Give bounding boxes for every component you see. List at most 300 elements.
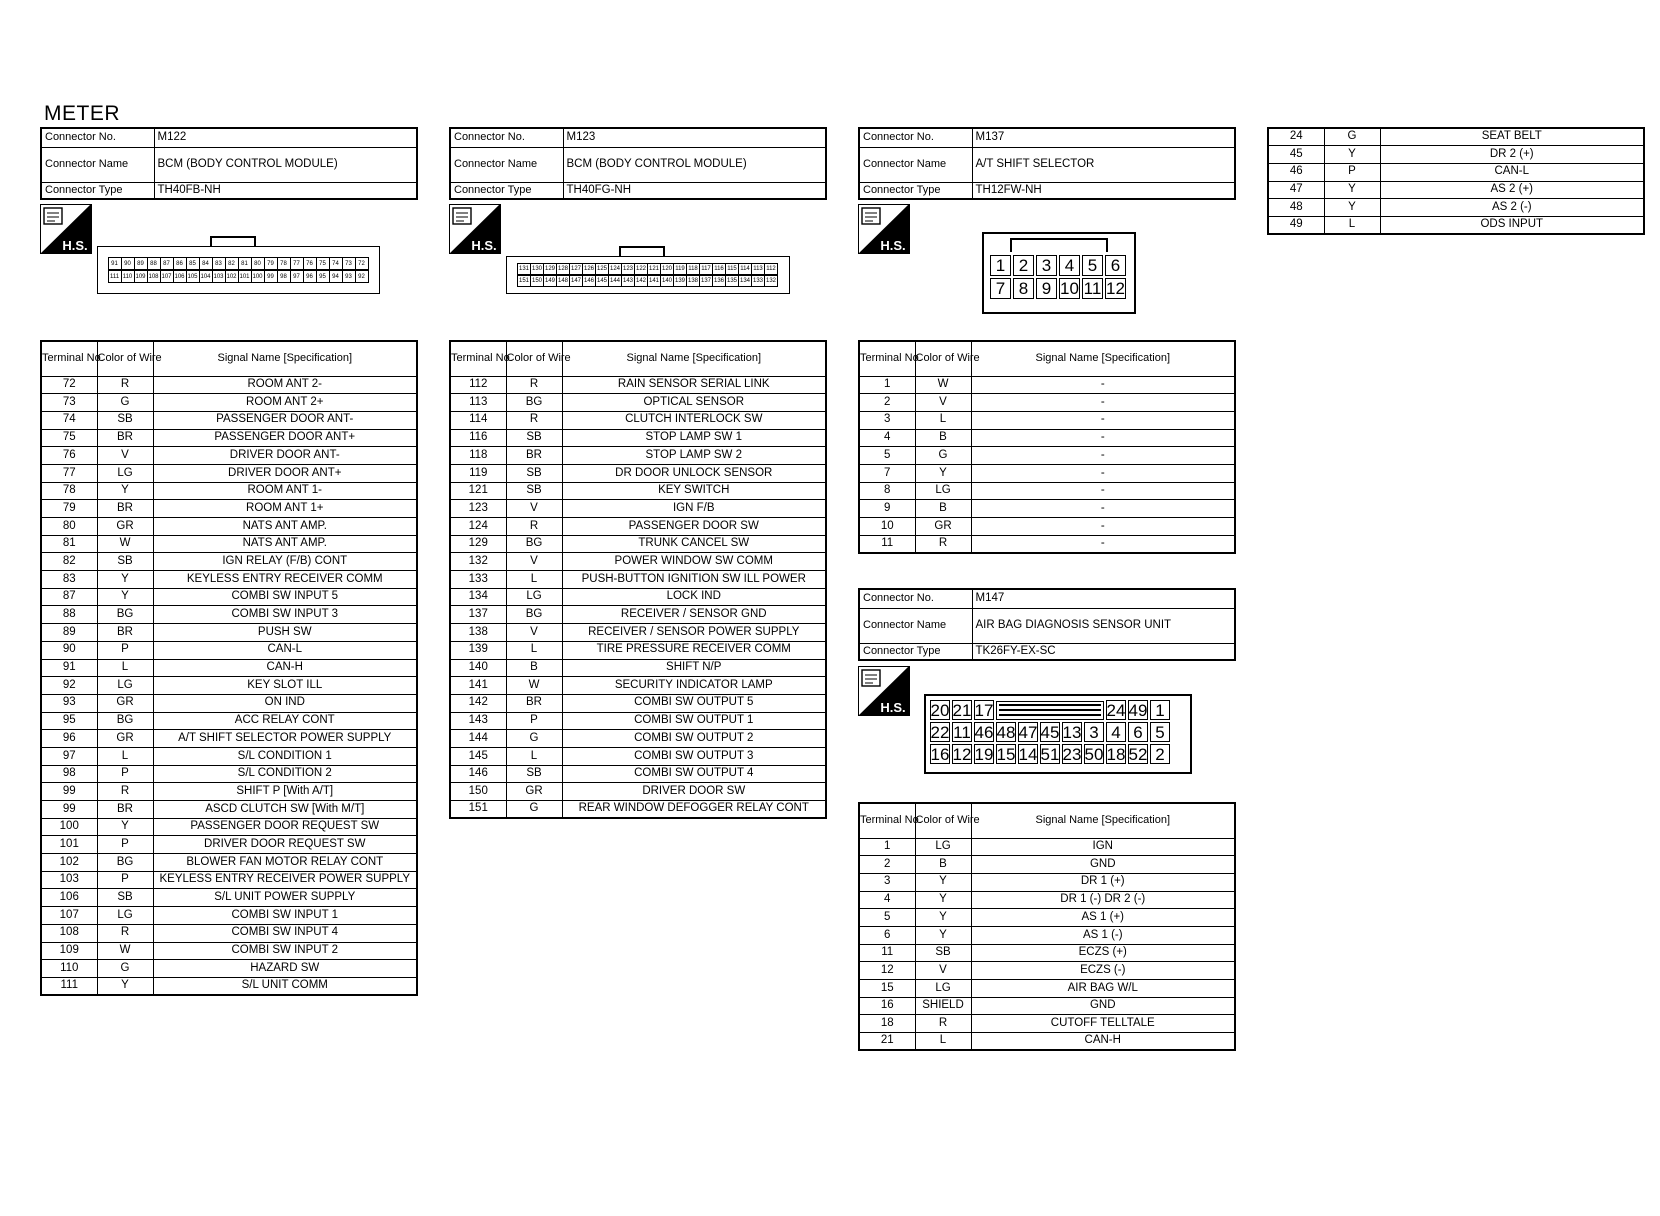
signal-name-cell: STOP LAMP SW 1 bbox=[562, 429, 826, 447]
terminal-no-cell: 137 bbox=[450, 606, 506, 624]
connector-no-label: Connector No. bbox=[859, 128, 972, 147]
connector-pin: 113 bbox=[751, 263, 765, 275]
table-row bbox=[41, 907, 417, 925]
connector-pin: 12 bbox=[1106, 279, 1125, 298]
wire-color-cell: B bbox=[506, 659, 562, 677]
connector-pin: 78 bbox=[277, 257, 291, 270]
table-row bbox=[41, 588, 417, 606]
table-row bbox=[41, 871, 417, 889]
terminal-no-cell: 45 bbox=[1268, 146, 1324, 164]
connector-pin: 18 bbox=[1106, 744, 1126, 764]
table-row bbox=[859, 482, 1235, 500]
connector-no-value: M123 bbox=[563, 128, 826, 147]
wire-color-cell: GR bbox=[97, 694, 153, 712]
terminal-no-cell: 112 bbox=[450, 376, 506, 394]
connector-name-label: Connector Name bbox=[859, 608, 972, 643]
table-row bbox=[41, 942, 417, 960]
terminal-no-cell: 121 bbox=[450, 482, 506, 500]
terminal-no-cell: 77 bbox=[41, 464, 97, 482]
pin-row-top bbox=[518, 263, 778, 275]
terminal-no-cell: 151 bbox=[450, 801, 506, 819]
wire-color-cell: L bbox=[97, 747, 153, 765]
connector-pin: 119 bbox=[673, 263, 687, 275]
connector-pin: 148 bbox=[556, 275, 570, 287]
connector-pin: 3 bbox=[1036, 255, 1057, 276]
table-row bbox=[41, 535, 417, 553]
terminal-no-cell: 5 bbox=[859, 909, 915, 927]
table-row bbox=[1268, 181, 1644, 199]
connector-face-m137 bbox=[982, 232, 1136, 314]
terminal-no-cell: 1 bbox=[859, 376, 915, 394]
wire-color-cell: R bbox=[915, 1015, 971, 1033]
signal-name-cell: AS 2 (+) bbox=[1380, 181, 1644, 199]
wire-color-cell: Y bbox=[1324, 199, 1380, 217]
signal-name-cell: TIRE PRESSURE RECEIVER COMM bbox=[562, 641, 826, 659]
terminal-no-cell: 144 bbox=[450, 730, 506, 748]
hs-harness-side-icon bbox=[858, 204, 910, 254]
wire-color-cell: GR bbox=[506, 783, 562, 801]
terminal-no-cell: 18 bbox=[859, 1015, 915, 1033]
signal-name-cell: RECEIVER / SENSOR POWER SUPPLY bbox=[562, 624, 826, 642]
table-row bbox=[41, 641, 417, 659]
table-row bbox=[859, 429, 1235, 447]
connector-pin: 133 bbox=[751, 275, 765, 287]
connector-pin: 132 bbox=[764, 275, 778, 287]
signal-name-cell: TRUNK CANCEL SW bbox=[562, 535, 826, 553]
signal-name-cell: CUTOFF TELLTALE bbox=[971, 1015, 1235, 1033]
table-row bbox=[450, 376, 826, 394]
connector-pin: 146 bbox=[582, 275, 596, 287]
signal-name-cell: SHIFT N/P bbox=[562, 659, 826, 677]
pin-row-bottom bbox=[518, 275, 778, 287]
table-row bbox=[41, 394, 417, 412]
wire-color-cell: BG bbox=[506, 535, 562, 553]
connector-pin: 101 bbox=[238, 270, 252, 283]
connector-pin: 45 bbox=[1040, 722, 1060, 742]
terminal-table-m137-wrap bbox=[858, 340, 1236, 554]
wire-color-cell: Y bbox=[97, 588, 153, 606]
table-row bbox=[859, 394, 1235, 412]
wire-color-cell: P bbox=[97, 836, 153, 854]
table-row bbox=[450, 747, 826, 765]
connector-housing bbox=[506, 256, 790, 294]
signal-name-cell: COMBI SW INPUT 4 bbox=[153, 924, 417, 942]
terminal-no-cell: 16 bbox=[859, 997, 915, 1015]
terminal-no-cell: 132 bbox=[450, 553, 506, 571]
connector-pin: 106 bbox=[173, 270, 187, 283]
connector-no-label: Connector No. bbox=[450, 128, 563, 147]
connector-pin: 89 bbox=[134, 257, 148, 270]
table-row bbox=[41, 836, 417, 854]
wire-color-cell: B bbox=[915, 429, 971, 447]
connector-pin: 17 bbox=[974, 700, 994, 720]
signal-name-cell: - bbox=[971, 429, 1235, 447]
table-row bbox=[41, 818, 417, 836]
wire-color-cell: L bbox=[915, 411, 971, 429]
connector-name-value: BCM (BODY CONTROL MODULE) bbox=[563, 147, 826, 182]
color-of-wire-header: Color of Wire bbox=[97, 341, 153, 376]
wire-color-cell: GR bbox=[97, 518, 153, 536]
terminal-no-cell: 99 bbox=[41, 783, 97, 801]
terminal-no-cell: 89 bbox=[41, 624, 97, 642]
connector-pin: 5 bbox=[1082, 255, 1103, 276]
connector-pin: 99 bbox=[264, 270, 278, 283]
signal-name-cell: COMBI SW INPUT 2 bbox=[153, 942, 417, 960]
wire-color-cell: BG bbox=[506, 606, 562, 624]
wire-color-cell: SB bbox=[506, 464, 562, 482]
connector-pin: 123 bbox=[621, 263, 635, 275]
hs-badge-text: H.S. bbox=[471, 238, 497, 253]
table-row bbox=[450, 518, 826, 536]
connector-pin: 140 bbox=[660, 275, 674, 287]
table-row bbox=[450, 712, 826, 730]
wire-color-cell: G bbox=[506, 730, 562, 748]
connector-pin: 2 bbox=[1150, 744, 1170, 764]
terminal-no-cell: 113 bbox=[450, 394, 506, 412]
terminal-no-cell: 21 bbox=[859, 1033, 915, 1051]
terminal-no-cell: 99 bbox=[41, 801, 97, 819]
connector-pin: 131 bbox=[517, 263, 531, 275]
wire-color-cell: G bbox=[97, 960, 153, 978]
terminal-no-cell: 150 bbox=[450, 783, 506, 801]
wire-color-cell: P bbox=[97, 641, 153, 659]
terminal-no-header: Terminal No. bbox=[859, 803, 915, 838]
wire-color-cell: SB bbox=[97, 553, 153, 571]
wire-color-cell: LG bbox=[915, 482, 971, 500]
terminal-no-cell: 90 bbox=[41, 641, 97, 659]
table-row bbox=[859, 500, 1235, 518]
table-row bbox=[859, 411, 1235, 429]
pin-row-1-right bbox=[1105, 699, 1171, 721]
connector-pin: 88 bbox=[147, 257, 161, 270]
table-row bbox=[450, 447, 826, 465]
terminal-no-cell: 5 bbox=[859, 447, 915, 465]
connector-pin: 121 bbox=[647, 263, 661, 275]
signal-name-cell: - bbox=[971, 411, 1235, 429]
table-row bbox=[1268, 163, 1644, 181]
connector-pin: 109 bbox=[134, 270, 148, 283]
signal-name-cell: S/L CONDITION 2 bbox=[153, 765, 417, 783]
signal-name-cell: LOCK IND bbox=[562, 588, 826, 606]
terminal-no-cell: 47 bbox=[1268, 181, 1324, 199]
connector-pin: 74 bbox=[329, 257, 343, 270]
signal-name-cell: PASSENGER DOOR ANT+ bbox=[153, 429, 417, 447]
connector-pin: 50 bbox=[1084, 744, 1104, 764]
terminal-no-cell: 101 bbox=[41, 836, 97, 854]
table-row bbox=[41, 977, 417, 995]
signal-name-cell: SEAT BELT bbox=[1380, 128, 1644, 146]
table-row bbox=[41, 889, 417, 907]
wire-color-cell: LG bbox=[97, 464, 153, 482]
connector-pin: 24 bbox=[1106, 700, 1126, 720]
connector-pin: 95 bbox=[316, 270, 330, 283]
pin-grid bbox=[989, 254, 1127, 300]
connector-pin: 82 bbox=[225, 257, 239, 270]
wire-color-cell: G bbox=[1324, 128, 1380, 146]
connector-pin: 1 bbox=[990, 255, 1011, 276]
connector-pin: 94 bbox=[329, 270, 343, 283]
signal-name-cell: IGN F/B bbox=[562, 500, 826, 518]
connector-face-m147 bbox=[924, 694, 1192, 774]
table-row bbox=[41, 606, 417, 624]
connector-block-m122 bbox=[40, 127, 418, 200]
table-row bbox=[450, 394, 826, 412]
terminal-no-cell: 3 bbox=[859, 873, 915, 891]
connector-type-value: TH40FB-NH bbox=[154, 182, 417, 199]
connector-pin: 136 bbox=[712, 275, 726, 287]
signal-name-header: Signal Name [Specification] bbox=[971, 341, 1235, 376]
table-row bbox=[41, 429, 417, 447]
hs-badge-text: H.S. bbox=[880, 700, 906, 715]
wire-color-cell: LG bbox=[97, 907, 153, 925]
connector-pin: 141 bbox=[647, 275, 661, 287]
connector-pin: 116 bbox=[712, 263, 726, 275]
terminal-no-cell: 48 bbox=[1268, 199, 1324, 217]
wire-color-cell: V bbox=[506, 624, 562, 642]
terminal-no-cell: 92 bbox=[41, 677, 97, 695]
terminal-no-cell: 108 bbox=[41, 924, 97, 942]
terminal-no-cell: 143 bbox=[450, 712, 506, 730]
terminal-table-m147-wrap bbox=[858, 802, 1236, 1051]
pin-row-2 bbox=[929, 721, 1187, 743]
connector-pin: 21 bbox=[952, 700, 972, 720]
signal-name-cell: ROOM ANT 1- bbox=[153, 482, 417, 500]
terminal-no-cell: 138 bbox=[450, 624, 506, 642]
signal-name-cell: PASSENGER DOOR SW bbox=[562, 518, 826, 536]
terminal-no-cell: 142 bbox=[450, 694, 506, 712]
table-row bbox=[41, 924, 417, 942]
table-row bbox=[450, 694, 826, 712]
connector-type-value: TH40FG-NH bbox=[563, 182, 826, 199]
signal-name-cell: ECZS (+) bbox=[971, 944, 1235, 962]
table-row bbox=[450, 659, 826, 677]
terminal-no-cell: 10 bbox=[859, 518, 915, 536]
wire-color-cell: BG bbox=[97, 854, 153, 872]
wire-color-cell: SB bbox=[506, 482, 562, 500]
signal-name-cell: AS 1 (-) bbox=[971, 926, 1235, 944]
terminal-no-cell: 11 bbox=[859, 535, 915, 553]
pin-row-1 bbox=[929, 699, 1187, 721]
connector-type-value: TK26FY-EX-SC bbox=[972, 643, 1235, 660]
connector-pin: 87 bbox=[160, 257, 174, 270]
connector-pin: 142 bbox=[634, 275, 648, 287]
signal-name-cell: RECEIVER / SENSOR GND bbox=[562, 606, 826, 624]
table-row bbox=[859, 856, 1235, 874]
terminal-no-cell: 75 bbox=[41, 429, 97, 447]
table-row bbox=[41, 659, 417, 677]
signal-name-cell: GND bbox=[971, 997, 1235, 1015]
connector-pin: 83 bbox=[212, 257, 226, 270]
signal-name-cell: HAZARD SW bbox=[153, 960, 417, 978]
terminal-no-cell: 133 bbox=[450, 571, 506, 589]
connector-pin: 80 bbox=[251, 257, 265, 270]
terminal-table-m147-cont-wrap bbox=[1267, 127, 1645, 235]
terminal-no-cell: 4 bbox=[859, 891, 915, 909]
wire-color-cell: G bbox=[506, 801, 562, 819]
terminal-no-cell: 76 bbox=[41, 447, 97, 465]
wire-color-cell: P bbox=[97, 765, 153, 783]
connector-pin: 147 bbox=[569, 275, 583, 287]
signal-name-cell: KEY SWITCH bbox=[562, 482, 826, 500]
table-row bbox=[450, 606, 826, 624]
terminal-no-cell: 141 bbox=[450, 677, 506, 695]
connector-pin: 72 bbox=[355, 257, 369, 270]
table-row bbox=[859, 518, 1235, 536]
connector-pin: 6 bbox=[1105, 255, 1126, 276]
table-row bbox=[859, 909, 1235, 927]
wire-color-cell: GR bbox=[97, 730, 153, 748]
terminal-no-cell: 87 bbox=[41, 588, 97, 606]
signal-name-cell: AS 1 (+) bbox=[971, 909, 1235, 927]
terminal-no-cell: 100 bbox=[41, 818, 97, 836]
wire-color-cell: Y bbox=[915, 873, 971, 891]
connector-pin: 1 bbox=[1150, 700, 1170, 720]
connector-pin: 104 bbox=[199, 270, 213, 283]
table-row bbox=[859, 376, 1235, 394]
connector-pin: 4 bbox=[1106, 722, 1126, 742]
signal-name-cell: S/L UNIT POWER SUPPLY bbox=[153, 889, 417, 907]
terminal-no-cell: 114 bbox=[450, 411, 506, 429]
connector-name-value: BCM (BODY CONTROL MODULE) bbox=[154, 147, 417, 182]
table-row bbox=[859, 535, 1235, 553]
table-row bbox=[450, 464, 826, 482]
wire-color-cell: L bbox=[506, 641, 562, 659]
connector-pin: 96 bbox=[303, 270, 317, 283]
connector-pin: 145 bbox=[595, 275, 609, 287]
terminal-table-m147 bbox=[858, 802, 1236, 1051]
terminal-no-cell: 106 bbox=[41, 889, 97, 907]
signal-name-cell: PUSH-BUTTON IGNITION SW ILL POWER bbox=[562, 571, 826, 589]
connector-pin: 11 bbox=[1083, 279, 1102, 298]
terminal-no-cell: 96 bbox=[41, 730, 97, 748]
connector-pin: 115 bbox=[725, 263, 739, 275]
connector-name-value: AIR BAG DIAGNOSIS SENSOR UNIT bbox=[972, 608, 1235, 643]
wire-color-cell: Y bbox=[915, 891, 971, 909]
terminal-no-cell: 11 bbox=[859, 944, 915, 962]
connector-pin: 15 bbox=[996, 744, 1016, 764]
table-row bbox=[450, 783, 826, 801]
signal-name-cell: COMBI SW OUTPUT 4 bbox=[562, 765, 826, 783]
table-row bbox=[859, 873, 1235, 891]
wire-color-cell: BR bbox=[97, 500, 153, 518]
hs-harness-side-icon bbox=[858, 666, 910, 716]
table-row bbox=[41, 694, 417, 712]
connector-pin: 122 bbox=[634, 263, 648, 275]
terminal-no-header: Terminal No. bbox=[41, 341, 97, 376]
connector-pin: 2 bbox=[1013, 255, 1034, 276]
signal-name-cell: IGN RELAY (F/B) CONT bbox=[153, 553, 417, 571]
connector-pin: 108 bbox=[147, 270, 161, 283]
wire-color-cell: Y bbox=[1324, 146, 1380, 164]
wire-color-cell: SB bbox=[97, 889, 153, 907]
connector-pin: 91 bbox=[108, 257, 122, 270]
wire-color-cell: V bbox=[915, 394, 971, 412]
signal-name-cell: DR DOOR UNLOCK SENSOR bbox=[562, 464, 826, 482]
terminal-no-cell: 7 bbox=[859, 464, 915, 482]
hs-harness-side-icon bbox=[449, 204, 501, 254]
connector-pin: 8 bbox=[1013, 278, 1034, 299]
terminal-no-cell: 49 bbox=[1268, 216, 1324, 234]
connector-name-value: A/T SHIFT SELECTOR bbox=[972, 147, 1235, 182]
table-row bbox=[41, 960, 417, 978]
table-row bbox=[41, 765, 417, 783]
terminal-no-cell: 9 bbox=[859, 500, 915, 518]
signal-name-cell: CAN-H bbox=[971, 1033, 1235, 1051]
terminal-no-cell: 110 bbox=[41, 960, 97, 978]
signal-name-cell: COMBI SW INPUT 1 bbox=[153, 907, 417, 925]
signal-name-cell: - bbox=[971, 500, 1235, 518]
signal-name-cell: - bbox=[971, 447, 1235, 465]
wire-color-cell: BR bbox=[97, 801, 153, 819]
connector-pin: 7 bbox=[990, 278, 1011, 299]
terminal-no-cell: 123 bbox=[450, 500, 506, 518]
terminal-no-cell: 83 bbox=[41, 571, 97, 589]
wire-color-cell: LG bbox=[97, 677, 153, 695]
signal-name-header: Signal Name [Specification] bbox=[153, 341, 417, 376]
wire-color-cell: BG bbox=[506, 394, 562, 412]
connector-pin: 23 bbox=[1062, 744, 1082, 764]
pin-row-1-left bbox=[929, 699, 995, 721]
wire-color-cell: W bbox=[97, 942, 153, 960]
connector-pin: 20 bbox=[930, 700, 950, 720]
connector-block-m123 bbox=[449, 127, 827, 200]
terminal-table-m137 bbox=[858, 340, 1236, 554]
table-row bbox=[450, 482, 826, 500]
connector-pin: 102 bbox=[225, 270, 239, 283]
table-row bbox=[41, 376, 417, 394]
signal-name-cell: COMBI SW OUTPUT 3 bbox=[562, 747, 826, 765]
table-row bbox=[859, 944, 1235, 962]
connector-pin: 5 bbox=[1150, 722, 1170, 742]
hs-badge-text: H.S. bbox=[880, 238, 906, 253]
connector-pin: 103 bbox=[212, 270, 226, 283]
connector-pin: 92 bbox=[355, 270, 369, 283]
connector-pin: 114 bbox=[738, 263, 752, 275]
wire-color-cell: V bbox=[506, 553, 562, 571]
connector-pin: 85 bbox=[186, 257, 200, 270]
table-row bbox=[450, 588, 826, 606]
signal-name-cell: KEYLESS ENTRY RECEIVER COMM bbox=[153, 571, 417, 589]
wire-color-cell: BR bbox=[506, 447, 562, 465]
table-row bbox=[450, 553, 826, 571]
signal-name-cell: NATS ANT AMP. bbox=[153, 518, 417, 536]
wire-color-cell: BG bbox=[97, 712, 153, 730]
table-row bbox=[450, 571, 826, 589]
terminal-no-cell: 146 bbox=[450, 765, 506, 783]
terminal-no-cell: 79 bbox=[41, 500, 97, 518]
terminal-no-cell: 118 bbox=[450, 447, 506, 465]
terminal-no-cell: 24 bbox=[1268, 128, 1324, 146]
signal-name-cell: ON IND bbox=[153, 694, 417, 712]
pin-row-bottom bbox=[989, 277, 1127, 300]
connector-name-label: Connector Name bbox=[41, 147, 154, 182]
connector-pin: 4 bbox=[1059, 255, 1080, 276]
connector-no-value: M122 bbox=[154, 128, 417, 147]
pin-grid bbox=[929, 699, 1187, 765]
terminal-no-cell: 145 bbox=[450, 747, 506, 765]
signal-name-cell: REAR WINDOW DEFOGGER RELAY CONT bbox=[562, 801, 826, 819]
signal-name-cell: - bbox=[971, 518, 1235, 536]
connector-no-label: Connector No. bbox=[859, 589, 972, 608]
wire-color-cell: Y bbox=[97, 571, 153, 589]
terminal-no-cell: 8 bbox=[859, 482, 915, 500]
terminal-no-cell: 81 bbox=[41, 535, 97, 553]
table-row bbox=[450, 730, 826, 748]
connector-pin: 150 bbox=[530, 275, 544, 287]
connector-pin: 130 bbox=[530, 263, 544, 275]
signal-name-cell: KEYLESS ENTRY RECEIVER POWER SUPPLY bbox=[153, 871, 417, 889]
connector-pin: 110 bbox=[121, 270, 135, 283]
